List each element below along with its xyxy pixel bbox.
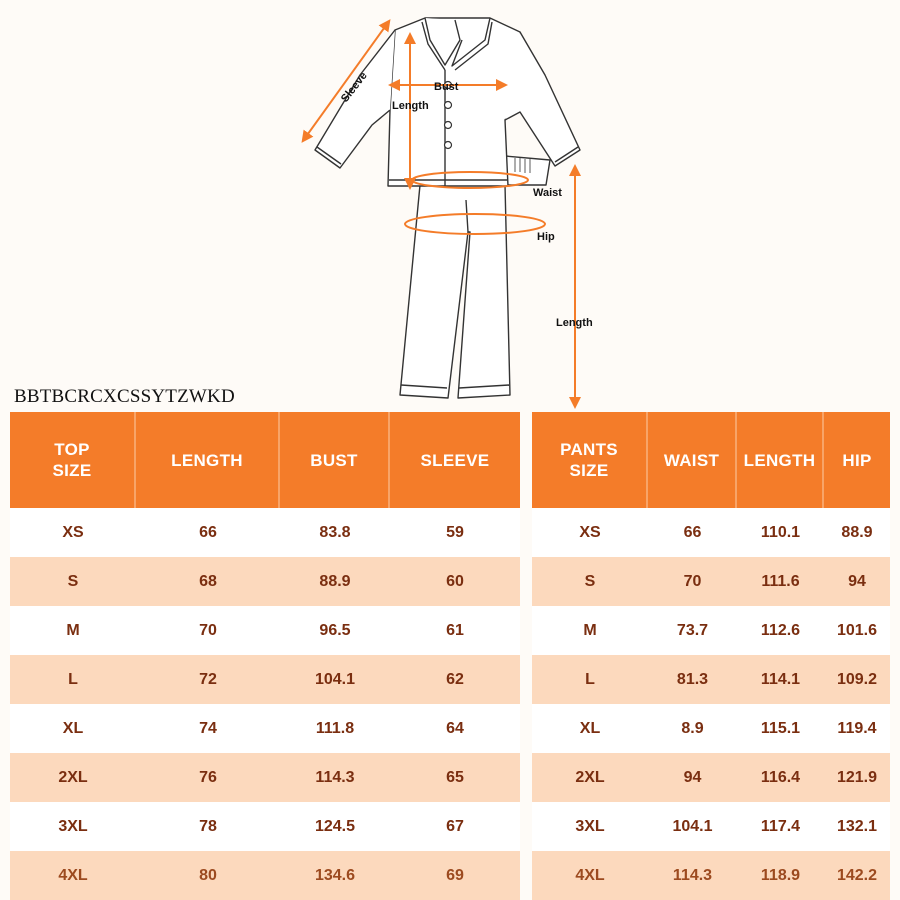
size-cell: XS — [62, 523, 84, 541]
table-row — [10, 655, 520, 704]
header-waist: WAIST — [648, 412, 737, 508]
hip-label: Hip — [537, 231, 555, 243]
top-table-header — [10, 412, 520, 508]
table-row — [10, 557, 520, 606]
measurement-cell: 67 — [446, 817, 464, 835]
measurement-cell: 81.3 — [676, 670, 709, 688]
measurement-cell: 73.7 — [676, 621, 709, 639]
measurement-cell: 78 — [199, 817, 217, 835]
table-row — [532, 802, 890, 851]
table-row — [532, 655, 890, 704]
table-row — [10, 704, 520, 753]
measurement-cell: 112.6 — [760, 621, 801, 639]
measurement-cell: 60 — [446, 572, 464, 590]
header-pants-length: LENGTH — [737, 412, 824, 508]
measurement-cell: 101.6 — [836, 621, 878, 639]
header-pants-size: PANTS SIZE — [532, 412, 648, 508]
measurement-cell: 66 — [683, 523, 702, 541]
size-cell: S — [584, 572, 596, 590]
product-code: BBTBCRCXCSSYTZWKD — [14, 386, 235, 407]
header-bust: BUST — [280, 412, 390, 508]
measurement-cell: 59 — [446, 523, 464, 541]
measurement-diagram — [0, 0, 900, 410]
measurement-cell: 62 — [446, 670, 464, 688]
measurement-cell: 64 — [446, 719, 464, 737]
pants-table-header — [532, 412, 890, 508]
measurement-cell: 61 — [446, 621, 464, 639]
size-cell: XS — [579, 523, 601, 541]
measurement-cell: 114.3 — [315, 768, 355, 786]
table-row — [532, 557, 890, 606]
measurement-cell: 8.9 — [681, 719, 704, 737]
table-row — [532, 704, 890, 753]
header-hip: HIP — [842, 450, 872, 470]
pajama-illustration — [0, 0, 900, 410]
measurement-cell: 104.1 — [672, 817, 713, 835]
measurement-cell: 118.9 — [760, 866, 801, 884]
measurement-cell: 124.5 — [314, 817, 356, 835]
size-cell: 4XL — [58, 866, 88, 884]
measurement-cell: 96.5 — [319, 621, 351, 639]
sleeve-label: Sleeve — [338, 69, 370, 105]
table-row — [532, 606, 890, 655]
size-cell: XL — [579, 719, 601, 737]
measurement-cell: 74 — [199, 719, 217, 737]
measurement-cell: 117.4 — [760, 817, 801, 835]
top-length-label: Length — [392, 100, 429, 112]
measurement-cell: 76 — [199, 768, 217, 786]
measurement-cell: 88.9 — [319, 572, 351, 590]
size-cell: L — [585, 670, 595, 688]
measurement-cell: 109.2 — [836, 670, 878, 688]
size-cell: 2XL — [575, 768, 605, 786]
measurement-cell: 88.9 — [841, 523, 873, 541]
measurement-cell: 69 — [446, 866, 464, 884]
measurement-cell: 66 — [199, 523, 217, 541]
size-cell: 3XL — [58, 817, 88, 835]
measurement-cell: 116.4 — [760, 768, 801, 786]
table-row — [532, 753, 890, 802]
pants-size-table — [532, 412, 890, 900]
table-row — [532, 508, 890, 557]
size-cell: 4XL — [575, 866, 605, 884]
measurement-cell: 110.1 — [760, 523, 801, 541]
measurement-cell: 114.3 — [672, 866, 713, 884]
measurement-cell: 132.1 — [836, 817, 878, 835]
table-row — [532, 851, 890, 900]
measurement-cell: 142.2 — [836, 866, 878, 884]
top-size-table — [10, 412, 520, 900]
measurement-cell: 111.6 — [761, 572, 800, 590]
pants-length-label: Length — [556, 317, 593, 329]
size-cell: XL — [62, 719, 84, 737]
measurement-cell: 68 — [199, 572, 217, 590]
table-row — [10, 802, 520, 851]
measurement-cell: 80 — [199, 866, 217, 884]
header-length: LENGTH — [136, 412, 280, 508]
size-cell: M — [66, 621, 80, 639]
measurement-cell: 94 — [683, 768, 702, 786]
measurement-cell: 94 — [848, 572, 866, 590]
bust-label: Bust — [434, 81, 459, 93]
header-top-size: TOP SIZE — [10, 412, 136, 508]
size-cell: S — [67, 572, 79, 590]
measurement-cell: 119.4 — [837, 719, 877, 737]
header-sleeve: SLEEVE — [420, 450, 490, 470]
size-cell: 2XL — [58, 768, 88, 786]
measurement-cell: 114.1 — [760, 670, 801, 688]
measurement-cell: 111.8 — [315, 719, 355, 737]
size-cell: M — [583, 621, 597, 639]
measurement-cell: 65 — [446, 768, 464, 786]
measurement-cell: 70 — [683, 572, 702, 590]
table-row — [10, 851, 520, 900]
measurement-cell: 70 — [199, 621, 217, 639]
waist-label: Waist — [533, 187, 562, 199]
size-cell: L — [68, 670, 78, 688]
measurement-cell: 115.1 — [760, 719, 801, 737]
table-row — [10, 606, 520, 655]
measurement-cell: 83.8 — [319, 523, 351, 541]
table-row — [10, 508, 520, 557]
measurement-cell: 134.6 — [314, 866, 356, 884]
size-cell: 3XL — [575, 817, 605, 835]
measurement-cell: 121.9 — [836, 768, 878, 786]
measurement-cell: 72 — [199, 670, 217, 688]
measurement-cell: 104.1 — [314, 670, 356, 688]
table-row — [10, 753, 520, 802]
